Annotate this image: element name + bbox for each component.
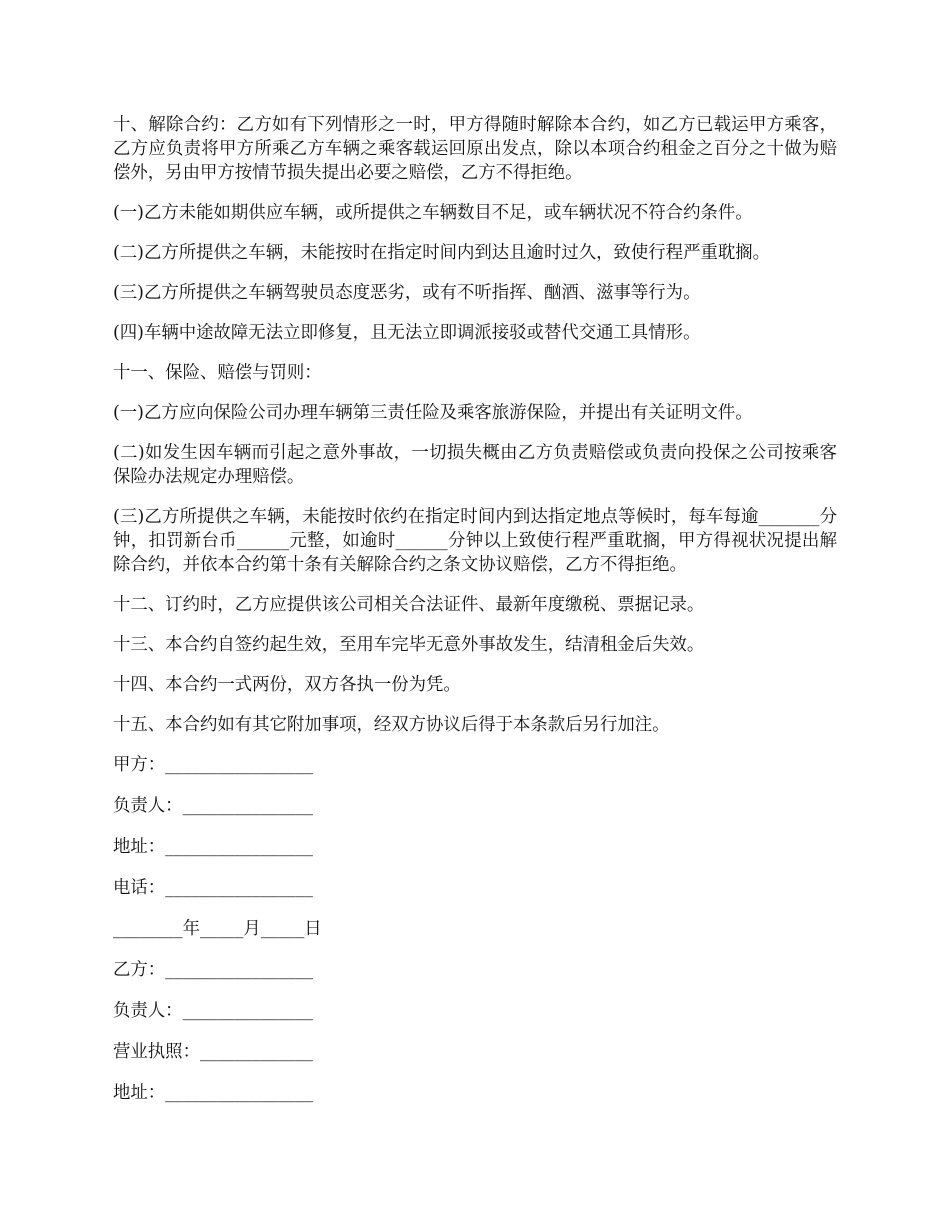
party-b-responsible-line: 负责人：_______________: [113, 1001, 313, 1021]
party-a-address-line: 地址：_________________: [113, 837, 313, 857]
clause-10-item-3: (三)乙方所提供之车辆驾驶员态度恶劣，或有不听指挥、酗酒、滋事等行为。: [113, 283, 701, 303]
party-b-license-line: 营业执照：_____________: [113, 1042, 313, 1062]
clause-10-item-4: (四)车辆中途故障无法立即修复，且无法立即调派接驳或替代交通工具情形。: [113, 323, 701, 343]
party-b-line: 乙方：_________________: [113, 960, 313, 980]
clause-11-item-1: (一)乙方应向保险公司办理车辆第三责任险及乘客旅游保险，并提出有关证明文件。: [113, 403, 753, 423]
clause-11-item-3: (三)乙方所提供之车辆，未能按时依约在指定时间内到达指定地点等候时，每车每逾_______分钟，扣罚新台币______元整，如逾时______分钟以上致使行程严重耽搁，甲方得视状况提出解除合约，并依本合约第十条有关解除合约之条文协议赔偿，乙方不得拒绝。: [113, 507, 837, 575]
clause-15: 十五、本合约如有其它附加事项，经双方协议后得于本条款后另行加注。: [113, 715, 670, 735]
clause-14: 十四、本合约一式两份，双方各执一份为凭。: [113, 675, 461, 695]
contract-body: [113, 113, 837, 1122]
clause-13: 十三、本合约自签约起生效，至用车完毕无意外事故发生，结清租金后失效。: [113, 635, 705, 655]
date-line: ________年_____月_____日: [113, 919, 322, 939]
clause-10-item-2: (二)乙方所提供之车辆，未能按时在指定时间内到达且逾时过久，致使行程严重耽搁。: [113, 243, 771, 263]
clause-10: 十、解除合约：乙方如有下列情形之一时，甲方得随时解除本合约，如乙方已载运甲方乘客，乙方应负责将甲方所乘乙方车辆之乘客载运回原出发点，除以本项合约租金之百分之十做为赔偿外，另由甲方按情节损失提出必要之赔偿，乙方不得拒绝。: [113, 115, 837, 183]
clause-11-item-2: (二)如发生因车辆而引起之意外事故，一切损失概由乙方负责赔偿或负责向投保之公司按乘客保险办法规定办理赔偿。: [113, 443, 837, 487]
party-a-responsible-line: 负责人：_______________: [113, 796, 313, 816]
party-b-address-line: 地址：_________________: [113, 1083, 313, 1103]
party-a-phone-line: 电话：_________________: [113, 878, 313, 898]
clause-10-item-1: (一)乙方未能如期供应车辆，或所提供之车辆数目不足，或车辆状况不符合约条件。: [113, 203, 753, 223]
clause-12: 十二、订约时，乙方应提供该公司相关合法证件、最新年度缴税、票据记录。: [113, 595, 705, 615]
clause-11-heading: 十一、保险、赔偿与罚则：: [113, 363, 322, 383]
party-a-line: 甲方：_________________: [113, 755, 313, 775]
